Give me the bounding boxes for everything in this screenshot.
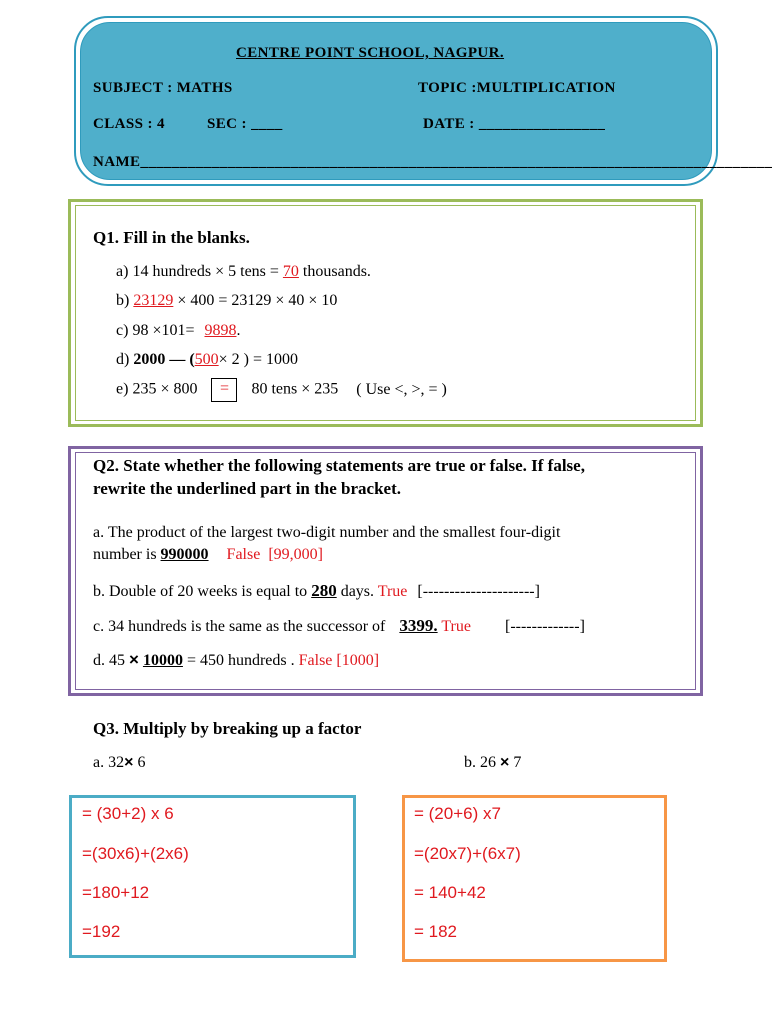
q3-heading: Q3. Multiply by breaking up a factor [93,719,362,738]
class-label: CLASS : 4 [93,116,165,132]
q1-d-answer: 500 [194,351,219,368]
q1-d-pre: 2000 — ( [133,351,195,368]
q2-a-bracket: [99,000] [268,546,323,563]
q1-a-pre: 14 hundreds × 5 tens = [132,263,279,280]
q2-b-mid: days. [340,583,375,600]
q1-b-post: × 400 = 23129 × 40 × 10 [177,292,338,309]
sec-label: SEC : ____ [207,116,283,132]
q3-a-step: =192 [82,922,121,941]
q2-b-value: 280 [311,581,337,600]
q1-heading: Q1. Fill in the blanks. [93,228,250,247]
q2-a-value: 990000 [160,546,209,563]
name-label: NAME________________________________________________________________________________ [93,154,772,170]
q1-item-e [116,378,447,402]
q3-b-step: = 140+42 [414,883,486,902]
q2-b-bracket: [---------------------] [417,583,540,600]
q3-a-times: × [124,754,134,771]
q3-b-times: × [500,754,510,771]
q3-b-num: 7 [513,754,522,771]
q1-e-label: e) [116,380,129,398]
q2-heading-line2: rewrite the underlined part in the bracket. [93,479,402,498]
q1-e-post: 80 tens × 235 [251,380,339,398]
q2-d-value: 10000 [142,652,183,669]
q1-a-label: a) [116,263,129,280]
q2-a-pre: number is [93,546,157,563]
q2-heading-line1: Q2. State whether the following statements are true or false. If false, [93,456,585,475]
q1-c-post: . [236,322,241,339]
q2-d-times: × [129,650,139,669]
q1-e-hint: ( Use <, >, = ) [356,380,447,398]
q3-b-label: b. 26 [464,754,496,771]
q2-c-pre: c. 34 hundreds is the same as the successor of [93,618,386,635]
q2-b-pre: b. Double of 20 weeks is equal to [93,583,308,600]
q1-b-label: b) [116,292,130,309]
q2-b-answer: True [377,583,408,600]
q2-c-value: 3399. [399,616,438,635]
q3-b-step: = (20+6) x7 [414,804,501,823]
q1-d-post: × 2 ) = 1000 [218,351,299,368]
subject-label: SUBJECT : MATHS [93,80,233,96]
q3-a-step: = (30+2) x 6 [82,804,174,823]
q1-item-b [116,292,337,310]
q1-c-answer: 9898 [204,322,237,339]
q3-b-step: =(20x7)+(6x7) [414,844,521,863]
q3-b-step: = 182 [414,922,458,941]
topic-label: TOPIC :MULTIPLICATION [418,80,616,96]
q2-item-c [93,616,585,636]
q3-a-label: a. 32 [93,754,125,771]
q3-a-step: =(30x6)+(2x6) [82,844,189,863]
q1-e-answer-box: = [211,378,237,402]
q1-b-answer: 23129 [133,292,174,309]
school-name: CENTRE POINT SCHOOL, NAGPUR. [236,45,505,61]
q2-item-d [93,650,379,670]
q2-c-answer: True [441,618,471,635]
q2-item-b [93,581,540,601]
q1-item-d [116,351,298,369]
q2-a-line1: a. The product of the largest two-digit number and the smallest four-digit [93,524,561,541]
q2-item-a [93,546,323,564]
q2-a-answer: False [226,546,261,563]
q2-c-bracket: [-------------] [504,618,585,635]
q3-a-step: =180+12 [82,883,150,902]
q3-a-problem [93,754,145,772]
q1-item-a [116,263,371,281]
q1-a-answer: 70 [282,263,299,280]
date-label: DATE : ________________ [423,116,606,132]
q2-d-post: = 450 hundreds . [186,652,295,669]
q2-d-pre: d. 45 [93,652,125,669]
q1-c-pre: 98 ×101= [132,322,195,339]
q1-d-label: d) [116,351,130,368]
q3-b-problem [464,754,521,772]
q2-d-answer: False [1000] [298,652,380,669]
q3-a-num: 6 [137,754,146,771]
q1-e-pre: 235 × 800 [132,380,198,398]
q1-item-c [116,322,240,340]
q1-a-post: thousands. [302,263,371,280]
q1-c-label: c) [116,322,129,339]
